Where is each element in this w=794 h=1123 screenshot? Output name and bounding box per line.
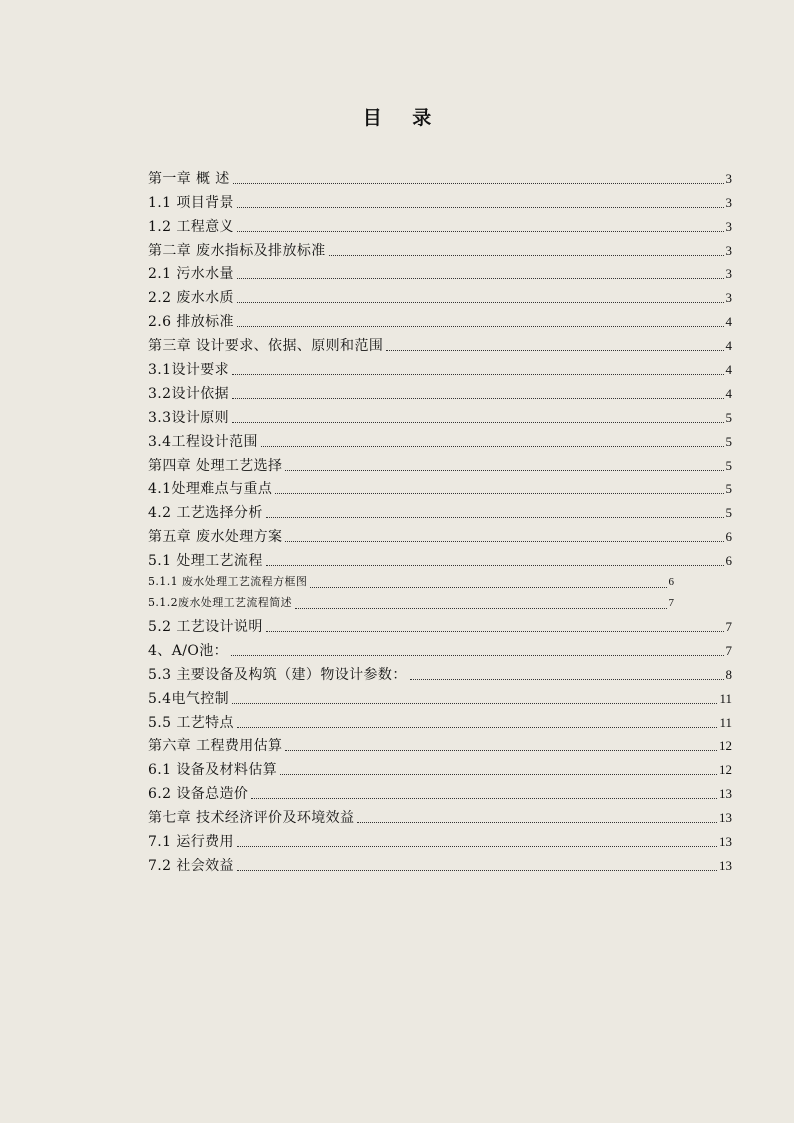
toc-page-number: 13	[719, 810, 732, 826]
toc-entry-text: 3.2设计依据	[148, 385, 230, 402]
toc-page-number: 4	[725, 338, 732, 354]
toc-dot-leader	[280, 774, 717, 775]
toc-page-number: 13	[719, 857, 732, 873]
toc-entry-text: 第二章 废水指标及排放标准	[148, 242, 326, 259]
toc-entry-text: 2.2 废水水质	[148, 290, 234, 307]
toc-dot-leader	[329, 255, 724, 256]
toc-entry-text: 第一章 概 述	[148, 170, 230, 187]
toc-dot-leader	[237, 278, 724, 279]
toc-entry[interactable]	[148, 428, 732, 452]
toc-entry-text: 4.2 工艺选择分析	[148, 505, 263, 522]
toc-entry[interactable]	[148, 380, 732, 404]
toc-entry[interactable]	[148, 780, 732, 804]
toc-dot-leader	[386, 350, 723, 351]
toc-dot-leader	[237, 326, 724, 327]
toc-entry-text: 6.1 设备及材料估算	[148, 762, 278, 779]
toc-page-number: 4	[725, 362, 732, 378]
toc-page-number: 3	[725, 170, 732, 186]
toc-entry[interactable]	[148, 165, 732, 189]
toc-entry[interactable]	[148, 499, 732, 523]
toc-dot-leader	[285, 470, 723, 471]
toc-entry-text: 5.3 主要设备及构筑（建）物设计参数：	[148, 666, 407, 683]
toc-entry[interactable]	[148, 332, 732, 356]
toc-entry[interactable]	[148, 261, 732, 285]
toc-page-number: 7	[725, 642, 732, 658]
toc-page-number: 6	[668, 576, 674, 589]
toc-entry[interactable]	[148, 476, 732, 500]
toc-entry-text: 1.1 项目背景	[148, 194, 234, 211]
toc-entry-text: 2.1 污水水量	[148, 266, 234, 283]
toc-dot-leader	[285, 750, 717, 751]
toc-page-number: 12	[719, 762, 732, 778]
toc-entry-text: 5.1 处理工艺流程	[148, 553, 263, 570]
toc-page-number: 3	[725, 266, 732, 282]
toc-dot-leader	[231, 655, 723, 656]
toc-entry[interactable]	[148, 756, 732, 780]
toc-entry[interactable]	[148, 661, 732, 685]
toc-entry[interactable]	[148, 592, 674, 613]
toc-entry-text: 5.2 工艺设计说明	[148, 619, 263, 636]
toc-page-number: 11	[719, 714, 732, 730]
toc-entry-text: 6.2 设备总造价	[148, 786, 249, 803]
toc-dot-leader	[275, 493, 723, 494]
toc-list	[148, 165, 732, 876]
toc-page-number: 4	[725, 314, 732, 330]
toc-entry-text: 5.1.1 废水处理工艺流程方框图	[148, 575, 308, 589]
toc-entry[interactable]	[148, 189, 732, 213]
toc-dot-leader	[237, 846, 717, 847]
toc-entry-text: 5.5 工艺特点	[148, 714, 234, 731]
toc-page-number: 13	[719, 786, 732, 802]
toc-page-number: 11	[719, 690, 732, 706]
toc-entry[interactable]	[148, 709, 732, 733]
toc-entry[interactable]	[148, 284, 732, 308]
toc-entry[interactable]	[148, 733, 732, 757]
toc-entry[interactable]	[148, 547, 732, 571]
toc-entry-text: 第四章 处理工艺选择	[148, 457, 283, 474]
toc-entry-text: 第三章 设计要求、依据、原则和范围	[148, 338, 384, 355]
toc-page-number: 3	[725, 290, 732, 306]
toc-page-number: 5	[725, 409, 732, 425]
toc-entry-text: 4.1处理难点与重点	[148, 481, 273, 498]
toc-dot-leader	[237, 870, 717, 871]
toc-page-number: 3	[725, 218, 732, 234]
toc-page-number: 6	[725, 553, 732, 569]
toc-entry[interactable]	[148, 523, 732, 547]
toc-page-number: 7	[725, 619, 732, 635]
toc-entry-text: 第六章 工程费用估算	[148, 738, 283, 755]
toc-entry[interactable]	[148, 404, 732, 428]
toc-entry-text: 3.4工程设计范围	[148, 433, 258, 450]
toc-page-number: 3	[725, 242, 732, 258]
toc-dot-leader	[266, 631, 724, 632]
toc-page-number: 5	[725, 433, 732, 449]
toc-entry-text: 5.1.2废水处理工艺流程简述	[148, 596, 292, 610]
toc-entry[interactable]	[148, 637, 732, 661]
toc-dot-leader	[232, 703, 717, 704]
toc-page-number: 3	[725, 194, 732, 210]
toc-entry[interactable]	[148, 237, 732, 261]
toc-dot-leader	[310, 587, 666, 588]
toc-dot-leader	[232, 398, 723, 399]
toc-entry-text: 3.3设计原则	[148, 409, 230, 426]
toc-entry[interactable]	[148, 356, 732, 380]
toc-dot-leader	[261, 446, 724, 447]
toc-dot-leader	[285, 541, 723, 542]
toc-entry[interactable]	[148, 571, 674, 592]
toc-dot-leader	[233, 183, 724, 184]
toc-entry-text: 3.1设计要求	[148, 362, 230, 379]
toc-page-number: 13	[719, 834, 732, 850]
toc-entry-text: 1.2 工程意义	[148, 218, 234, 235]
toc-page-number: 5	[725, 481, 732, 497]
toc-entry[interactable]	[148, 804, 732, 828]
toc-page-number: 5	[725, 457, 732, 473]
toc-page-number: 8	[725, 666, 732, 682]
toc-entry-text: 7.2 社会效益	[148, 857, 234, 874]
toc-dot-leader	[266, 517, 724, 518]
toc-entry-text: 第五章 废水处理方案	[148, 529, 283, 546]
toc-dot-leader	[237, 302, 724, 303]
toc-entry[interactable]	[148, 828, 732, 852]
toc-dot-leader	[266, 565, 724, 566]
toc-page-number: 12	[719, 738, 732, 754]
toc-page-number: 6	[725, 529, 732, 545]
toc-dot-leader	[237, 207, 724, 208]
toc-entry[interactable]	[148, 613, 732, 637]
toc-entry-text: 第七章 技术经济评价及环境效益	[148, 810, 355, 827]
toc-dot-leader	[295, 608, 667, 609]
toc-entry-text: 4、A/O池：	[148, 642, 229, 659]
toc-entry[interactable]	[148, 213, 732, 237]
toc-dot-leader	[232, 422, 723, 423]
toc-page-number: 5	[725, 505, 732, 521]
toc-entry[interactable]	[148, 852, 732, 876]
toc-page-number: 7	[668, 597, 674, 610]
toc-dot-leader	[232, 374, 723, 375]
toc-entry-text: 7.1 运行费用	[148, 834, 234, 851]
toc-dot-leader	[251, 798, 717, 799]
toc-entry[interactable]	[148, 452, 732, 476]
toc-dot-leader	[237, 727, 718, 728]
toc-entry-text: 5.4电气控制	[148, 690, 230, 707]
toc-dot-leader	[237, 231, 724, 232]
toc-dot-leader	[357, 822, 717, 823]
toc-entry[interactable]	[148, 308, 732, 332]
toc-page-number: 4	[725, 385, 732, 401]
toc-entry-text: 2.6 排放标准	[148, 314, 234, 331]
toc-title: 目 录	[362, 107, 444, 129]
toc-dot-leader	[410, 679, 724, 680]
toc-entry[interactable]	[148, 685, 732, 709]
